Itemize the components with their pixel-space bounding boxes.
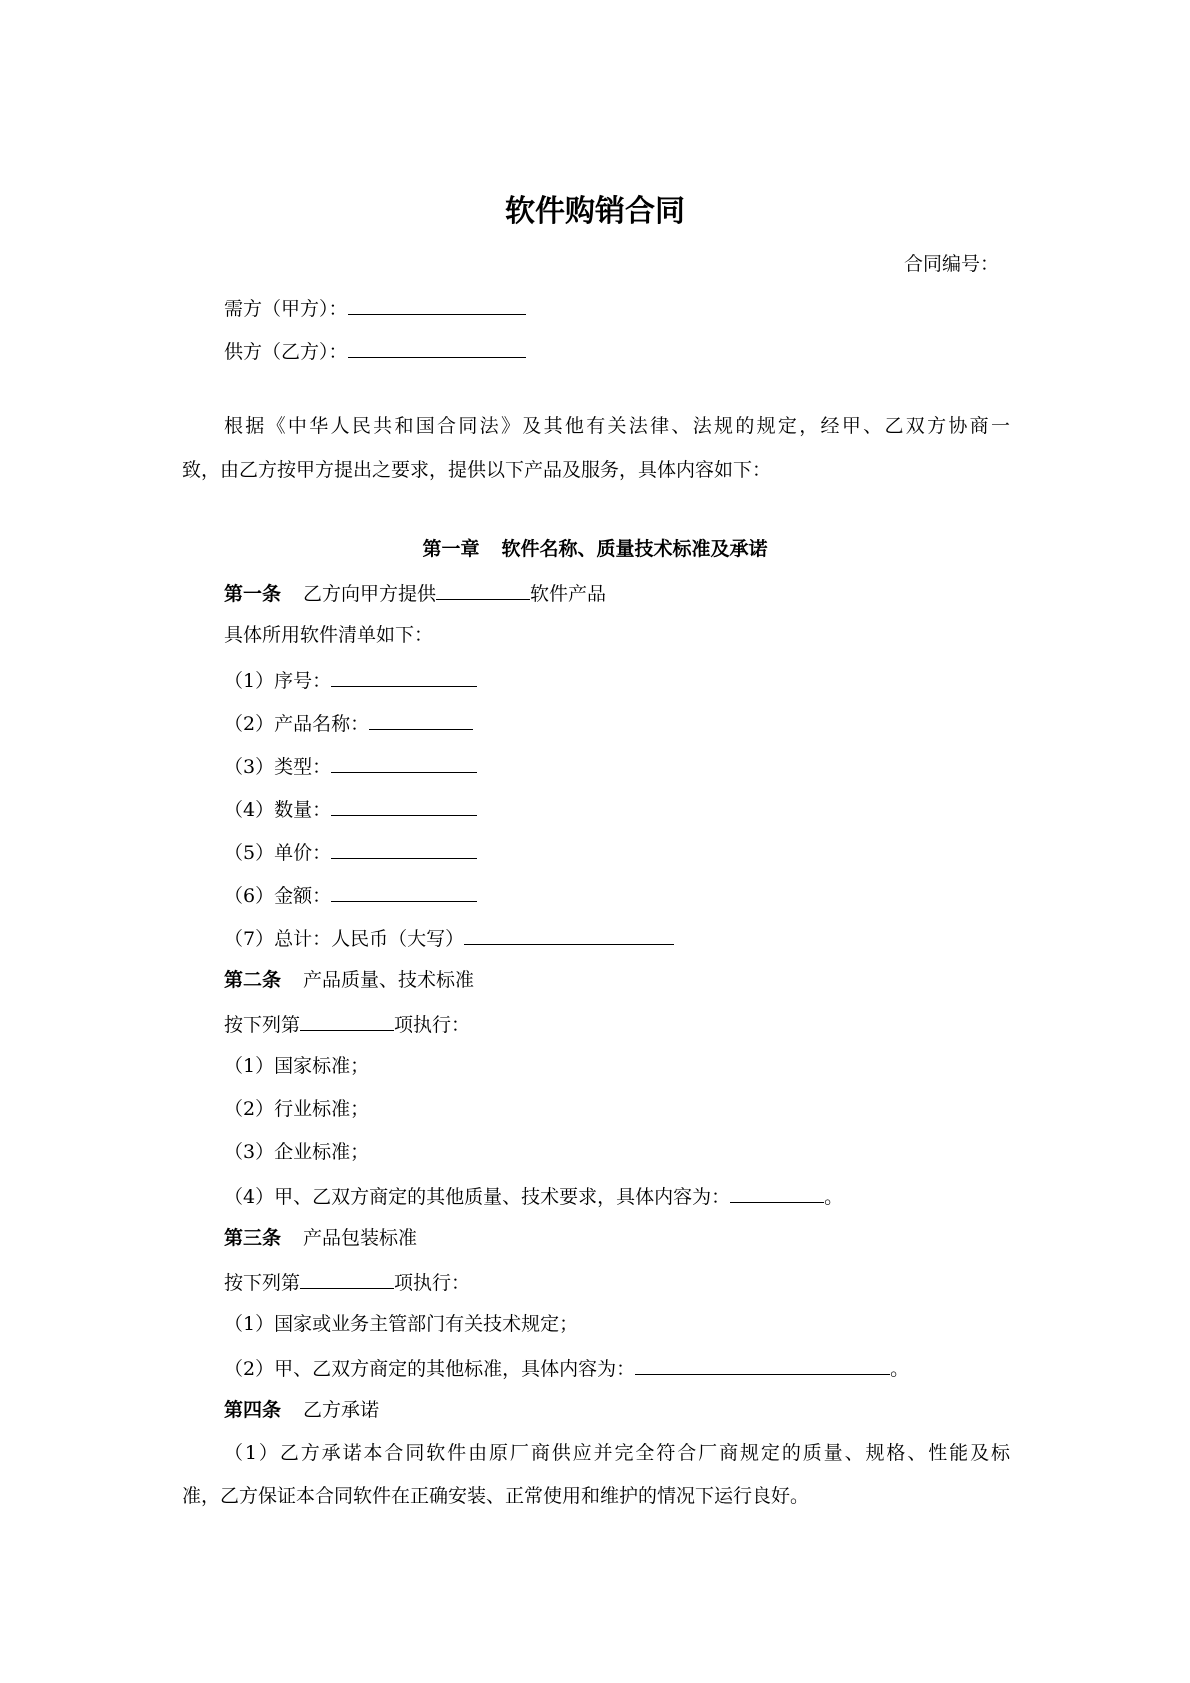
list-item-label: （1）序号： — [224, 670, 332, 692]
article-3-item-2 — [224, 1353, 909, 1381]
article-2-intro — [224, 1009, 470, 1037]
amount-field[interactable] — [331, 880, 477, 902]
intro-text-before: 按下列第 — [224, 1272, 301, 1294]
list-item-label: （6）金额： — [224, 885, 332, 907]
preamble-line-2: 致，由乙方按甲方提出之要求，提供以下产品及服务，具体内容如下： — [182, 459, 772, 481]
list-item-label: （3）类型： — [224, 756, 332, 778]
software-product-field[interactable] — [436, 578, 530, 600]
article-4-paragraph-1-line-1: （1）乙方承诺本合同软件由原厂商供应并完全符合厂商规定的质量、规格、性能及标 — [224, 1442, 1010, 1464]
list-item-product-name — [224, 708, 473, 736]
article-1-text-after: 软件产品 — [530, 583, 607, 605]
intro-text-before: 按下列第 — [224, 1014, 301, 1036]
contract-number-label: 合同编号： — [904, 253, 1000, 275]
quality-standard-choice-field[interactable] — [300, 1009, 394, 1031]
article-2-item-4 — [224, 1181, 843, 1209]
chapter-1-number: 第一章 — [422, 538, 480, 560]
document-title: 软件购销合同 — [505, 194, 685, 229]
article-1-heading — [224, 578, 606, 606]
article-2-heading — [224, 966, 474, 994]
article-4-heading — [224, 1396, 379, 1424]
type-field[interactable] — [331, 751, 477, 773]
article-2-number: 第二条 — [224, 969, 282, 991]
list-item-unit-price — [224, 837, 477, 865]
list-item-label: （4）数量： — [224, 799, 332, 821]
article-3-number: 第三条 — [224, 1227, 282, 1249]
intro-text-after: 项执行： — [394, 1272, 471, 1294]
other-quality-requirements-field[interactable] — [730, 1181, 824, 1203]
list-item-type — [224, 751, 477, 779]
list-item-label: （7）总计：人民币（大写） — [224, 928, 465, 950]
article-4-number: 第四条 — [224, 1399, 282, 1421]
list-item-serial — [224, 665, 477, 693]
serial-number-field[interactable] — [331, 665, 477, 687]
list-item-quantity — [224, 794, 477, 822]
total-amount-field[interactable] — [464, 923, 674, 945]
article-1-text-before: 乙方向甲方提供 — [303, 583, 437, 605]
article-4-title: 乙方承诺 — [303, 1399, 380, 1421]
article-1-number: 第一条 — [224, 583, 282, 605]
list-item-total — [224, 923, 674, 951]
buyer-label: 需方（甲方）： — [224, 298, 348, 320]
article-3-title: 产品包装标准 — [303, 1227, 418, 1249]
list-item-amount — [224, 880, 477, 908]
list-item-label: （2）产品名称： — [224, 713, 370, 735]
list-item-label: （4）甲、乙双方商定的其他质量、技术要求，具体内容为： — [224, 1186, 731, 1208]
article-2-title: 产品质量、技术标准 — [303, 969, 475, 991]
chapter-1-title: 软件名称、质量技术标准及承诺 — [501, 538, 768, 560]
seller-label: 供方（乙方）： — [224, 341, 348, 363]
seller-name-field[interactable] — [348, 336, 526, 358]
list-item-label: （5）单价： — [224, 842, 332, 864]
buyer-name-field[interactable] — [348, 293, 526, 315]
preamble-line-1: 根据《中华人民共和国合同法》及其他有关法律、法规的规定，经甲、乙双方协商一 — [224, 415, 1010, 437]
sentence-end: 。 — [824, 1186, 844, 1208]
intro-text-after: 项执行： — [394, 1014, 471, 1036]
article-2-item-1: （1）国家标准； — [224, 1055, 370, 1077]
article-2-item-2: （2）行业标准； — [224, 1098, 370, 1120]
sentence-end: 。 — [890, 1358, 910, 1380]
article-3-intro — [224, 1267, 470, 1295]
packaging-standard-choice-field[interactable] — [300, 1267, 394, 1289]
article-2-item-3: （3）企业标准； — [224, 1141, 370, 1163]
buyer-party-line — [224, 293, 526, 321]
seller-party-line — [224, 336, 526, 364]
other-packaging-standard-field[interactable] — [635, 1353, 890, 1375]
quantity-field[interactable] — [331, 794, 477, 816]
software-list-intro: 具体所用软件清单如下： — [224, 624, 434, 646]
article-3-item-1: （1）国家或业务主管部门有关技术规定； — [224, 1313, 579, 1335]
article-4-paragraph-1-line-2: 准，乙方保证本合同软件在正确安装、正常使用和维护的情况下运行良好。 — [182, 1485, 810, 1507]
unit-price-field[interactable] — [331, 837, 477, 859]
chapter-1-heading — [0, 535, 1190, 563]
product-name-field[interactable] — [369, 708, 473, 730]
article-3-heading — [224, 1224, 417, 1252]
list-item-label: （2）甲、乙双方商定的其他标准，具体内容为： — [224, 1358, 636, 1380]
